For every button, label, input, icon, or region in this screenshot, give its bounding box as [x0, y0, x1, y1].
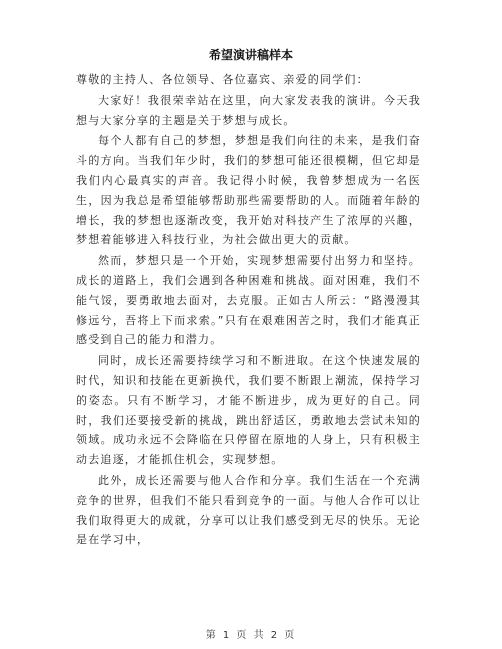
paragraph-effort: 然而，梦想只是一个开始，实现梦想需要付出努力和坚持。成长的道路上，我们会遇到各种困难和挑战。面对困难，我们不能气馁，要勇敢地去面对，去克服。正如古人所云：“路漫漫其修远兮，吾将上下而求索。”只有在艰难困苦之时，我们才能真正感受到自己的能力和潜力。	[76, 254, 421, 347]
paragraph-learning: 同时，成长还需要持续学习和不断进取。在这个快速发展的时代，知识和技能在更新换代，我们要不断跟上潮流，保持学习的姿态。只有不断学习，才能不断进步，成为更好的自己。同时，我们还要接受新的挑战，跳出舒适区，勇敢地去尝试未知的领域。成功永远不会降临在只停留在原地的人身上，只有积极主动去追逐，才能抓住机会，实现梦想。	[76, 354, 421, 467]
document-body	[76, 70, 421, 551]
document-title: 希望演讲稿样本	[208, 48, 293, 62]
paragraph-cooperation: 此外，成长还需要与他人合作和分享。我们生活在一个充满竞争的世界，但我们不能只看到竞争的一面。与他人合作可以让我们取得更大的成就，分享可以让我们感受到无尽的快乐。无论是在学习中，	[76, 473, 421, 547]
paragraph-greeting: 大家好！我很荣幸站在这里，向大家发表我的演讲。今天我想与大家分享的主题是关于梦想与成长。	[76, 93, 421, 127]
page-number-footer: 第 1 页 共 2 页	[205, 630, 297, 641]
paragraph-salutation: 尊敬的主持人、各位领导、各位嘉宾、亲爱的同学们：	[76, 73, 369, 86]
paragraph-dreams: 每个人都有自己的梦想，梦想是我们向往的未来，是我们奋斗的方向。当我们年少时，我们的梦想可能还很模糊，但它却是我们内心最真实的声音。我记得小时候，我曾梦想成为一名医生，因为我总是希望能够帮助那些需要帮助的人。而随着年龄的增长，我的梦想也逐渐改变，我开始对科技产生了浓厚的兴趣，梦想着能够进入科技行业，为社会做出更大的贡献。	[76, 134, 421, 247]
